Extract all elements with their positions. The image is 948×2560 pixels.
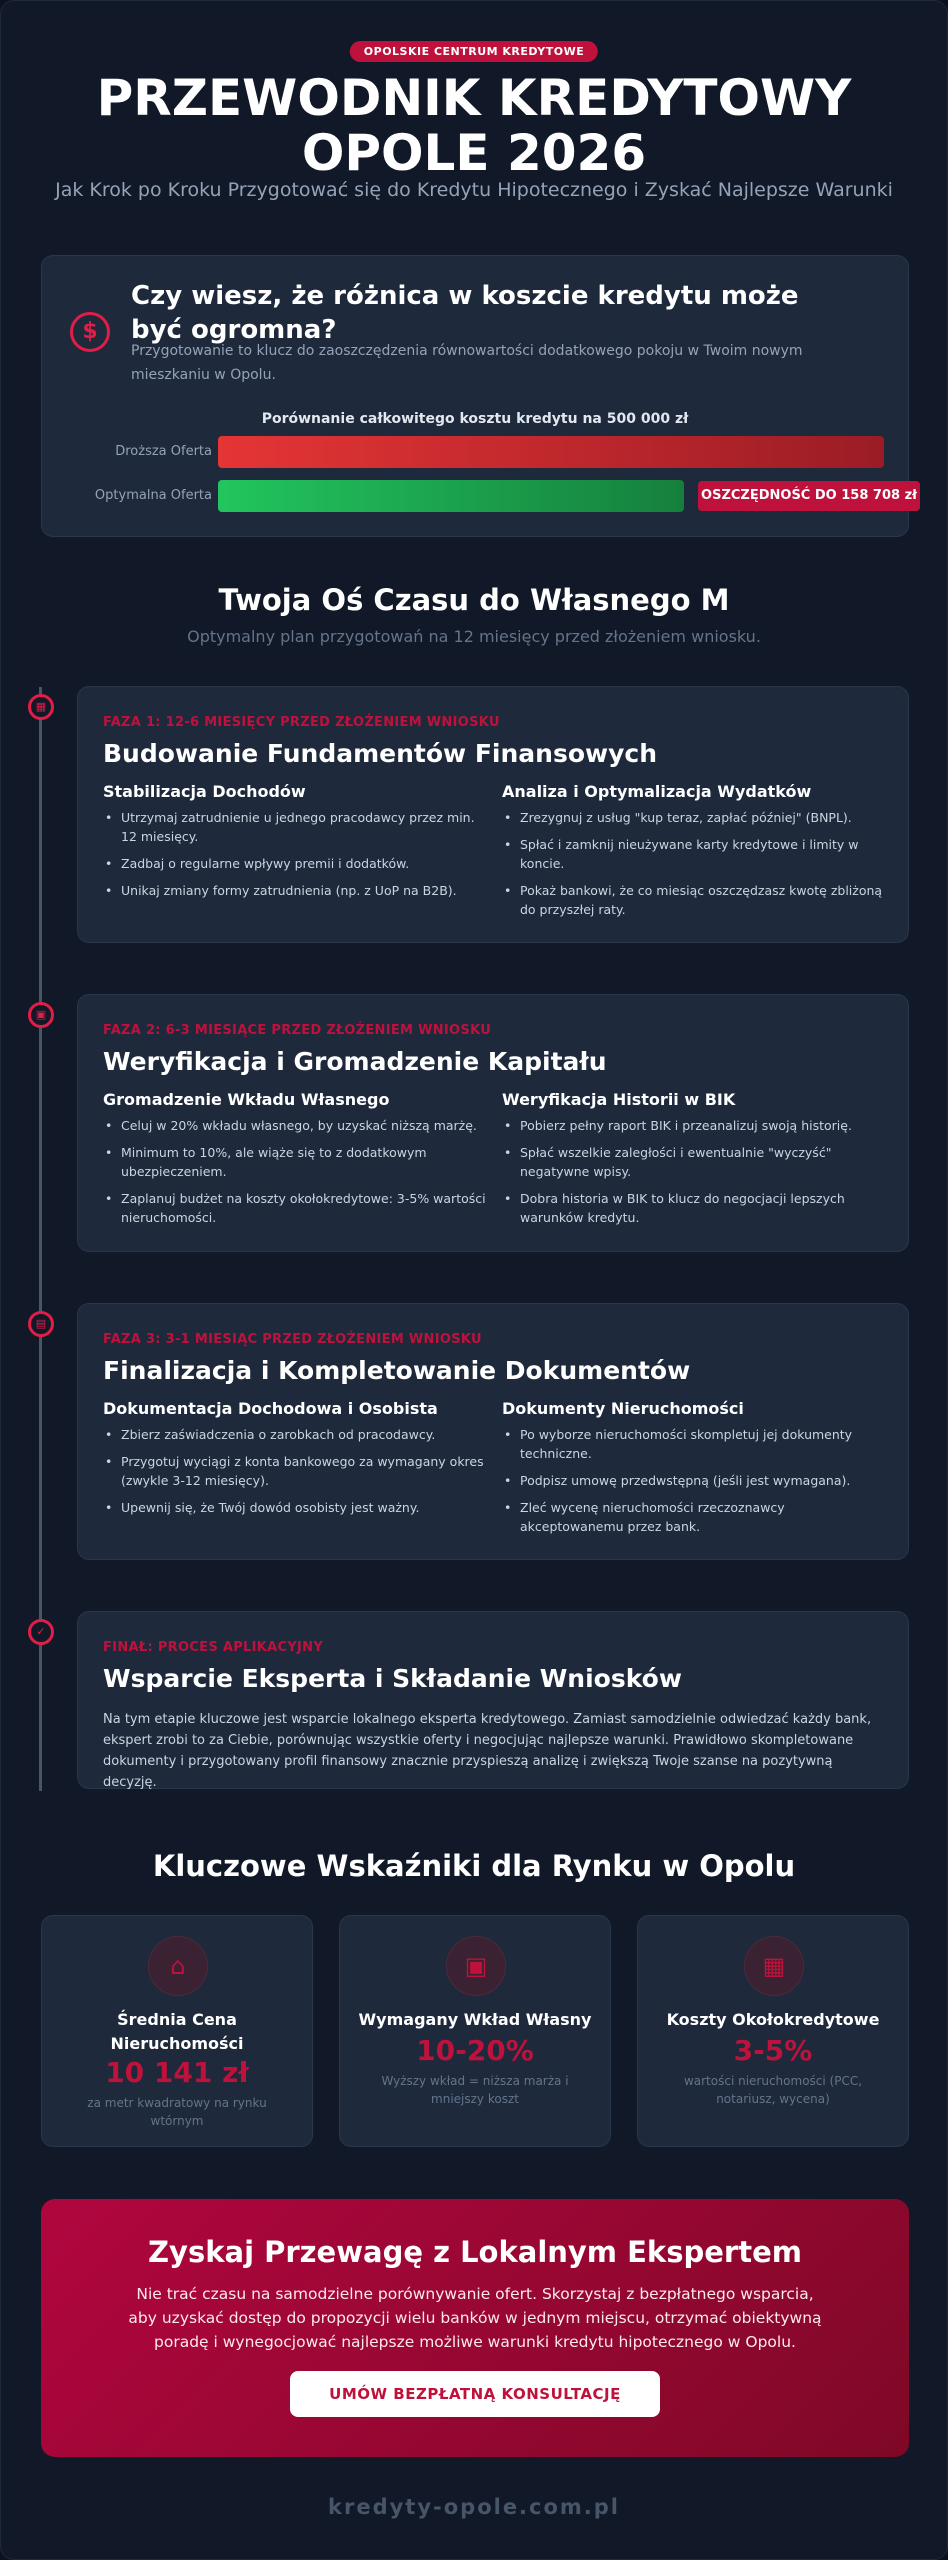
list-item: • Zbierz zaświadczenia o zarobkach od pracodawcy. (103, 1425, 488, 1444)
timeline-subtitle: Optymalny plan przygotowań na 12 miesięcy przed złożeniem wniosku. (187, 627, 761, 646)
wallet-icon: ▣ (446, 1936, 506, 1996)
stat-note: za metr kwadratowy na rynku wtórnym (87, 2096, 267, 2128)
stat-title: Średnia Cena Nieruchomości (110, 2010, 244, 2053)
expensive-offer-label: Droższa Oferta (115, 444, 212, 459)
phase-1-left-column (103, 782, 488, 908)
final-phase-card (77, 1611, 909, 1789)
phase-2-right-column (502, 1090, 887, 1235)
cta-title: Zyskaj Przewagę z Lokalnym Ekspertem (148, 2235, 802, 2269)
list-item: • Zaplanuj budżet na koszty okołokredytowe: 3-5% wartości nieruchomości. (103, 1189, 488, 1227)
stat-title: Wymagany Wkład Własny (358, 2010, 592, 2029)
stat-note: Wyższy wkład = niższa marża i mniejszy koszt (381, 2074, 569, 2106)
list-item: • Unikaj zmiany formy zatrudnienia (np. z UoP na B2B). (103, 881, 488, 900)
phase-2-tag: FAZA 2: 6-3 MIESIĄCE PRZED ZŁOŻENIEM WNIOSKU (103, 1023, 492, 1038)
phase-1-right-heading: Analiza i Optymalizacja Wydatków (502, 782, 812, 801)
intro-question: Czy wiesz, że różnica w koszcie kredytu może być ogromna? (131, 281, 799, 345)
consultation-button[interactable]: UMÓW BEZPŁATNĄ KONSULTACJĘ (290, 2371, 660, 2417)
list-item: • Zrezygnuj z usług "kup teraz, zapłać później" (BNPL). (502, 808, 887, 827)
phase-1-right-column (502, 782, 887, 927)
stat-card-price (41, 1915, 313, 2147)
footer-url[interactable]: kredyty-opole.com.pl (328, 2495, 620, 2519)
intro-card (41, 255, 917, 537)
comparison-title: Porównanie całkowitego kosztu kredytu na 500 000 zł (261, 411, 689, 427)
list-item: • Podpisz umowę przedwstępną (jeśli jest wymagana). (502, 1471, 887, 1490)
phase-3-right-column (502, 1399, 887, 1544)
phase-1-left-heading: Stabilizacja Dochodów (103, 782, 306, 801)
phase-2-left-column (103, 1090, 488, 1235)
stat-value: 10-20% (416, 2034, 534, 2067)
phase-2-right-heading: Weryfikacja Historii w BIK (502, 1090, 736, 1109)
phase-3-tag: FAZA 3: 3-1 MIESIĄC PRZED ZŁOŻENIEM WNIOSKU (103, 1332, 482, 1347)
list-item: • Minimum to 10%, ale wiąże się to z dodatkowym ubezpieczeniem. (103, 1143, 488, 1181)
phase-3-card (77, 1303, 909, 1560)
title-line-2: OPOLE 2026 (301, 124, 647, 182)
list-item: • Dobra historia w BIK to klucz do negocjacji lepszych warunków kredytu. (502, 1189, 887, 1227)
phase-3-left-column (103, 1399, 488, 1525)
phase-2-title: Weryfikacja i Gromadzenie Kapitału (103, 1047, 607, 1076)
stat-card-extra-costs (637, 1915, 909, 2147)
check-badge-icon: ✓ (28, 1619, 54, 1645)
header-badge: OPOLSKIE CENTRUM KREDYTOWE (350, 41, 598, 62)
calculator-icon: ▦ (744, 1936, 804, 1996)
expensive-offer-bar (218, 436, 884, 468)
title-line-1: PRZEWODNIK KREDYTOWY (96, 69, 852, 127)
optimal-offer-label: Optymalna Oferta (94, 488, 212, 503)
phase-1-title: Budowanie Fundamentów Finansowych (103, 739, 658, 768)
phase-3-title: Finalizacja i Kompletowanie Dokumentów (103, 1356, 691, 1385)
phase-2-card (77, 994, 909, 1252)
dollar-icon: $ (70, 312, 110, 352)
final-phase-text: Na tym etapie kluczowe jest wsparcie lokalnego eksperta kredytowego. Zamiast samodzielnie odwiedzać każdy bank, ekspert zrobi to za Ciebie, porównując wszystkie oferty i negocjując najlepsze warunki. Prawidłowo skompletowane dokumenty i przygotowany profil finansowy znacznie przyspieszą analizę i zwiększą Twoje szanse na pozytywną decyzję. (103, 1712, 872, 1790)
list-item: • Zadbaj o regularne wpływy premii i dodatków. (103, 854, 488, 873)
list-item: • Spłać wszelkie zaległości i ewentualnie "wyczyść" negatywne wpisy. (502, 1143, 887, 1181)
page-subtitle: Jak Krok po Kroku Przygotować się do Kredytu Hipotecznego i Zyskać Najlepsze Warunki (55, 179, 893, 201)
final-phase-title: Wsparcie Eksperta i Składanie Wniosków (103, 1664, 682, 1693)
stat-note: wartości nieruchomości (PCC, notariusz, wycena) (683, 2074, 863, 2106)
stat-title: Koszty Okołokredytowe (666, 2010, 880, 2029)
cta-text: Nie trać czasu na samodzielne porównywanie ofert. Skorzystaj z bezpłatnego wsparcia, aby uzyskać dostęp do propozycji wielu banków w jednym miejscu, otrzymać obiektywną poradę i wynegocjować najlepsze możliwe warunki kredytu hipotecznego w Opolu. (128, 2285, 822, 2351)
list-item: • Pokaż bankowi, że co miesiąc oszczędzasz kwotę zbliżoną do przyszłej raty. (502, 881, 887, 919)
list-item: • Spłać i zamknij nieużywane karty kredytowe i limity w koncie. (502, 835, 887, 873)
stat-value: 3-5% (733, 2034, 813, 2067)
phase-3-right-heading: Dokumenty Nieruchomości (502, 1399, 744, 1418)
list-item: • Po wyborze nieruchomości skompletuj jej dokumenty techniczne. (502, 1425, 887, 1463)
calendar-icon: ▦ (28, 694, 54, 720)
timeline-title: Twoja Oś Czasu do Własnego M (218, 583, 730, 617)
phase-3-left-heading: Dokumentacja Dochodowa i Osobista (103, 1399, 438, 1418)
cta-section (41, 2199, 909, 2457)
intro-text: Przygotowanie to klucz do zaoszczędzenia równowartości dodatkowego pokoju w Twoim nowym mieszkaniu w Opolu. (131, 343, 803, 383)
list-item: • Pobierz pełny raport BIK i przeanalizuj swoją historię. (502, 1116, 887, 1135)
final-phase-tag: FINAŁ: PROCES APLIKACYJNY (103, 1640, 324, 1655)
list-item: • Utrzymaj zatrudnienie u jednego pracodawcy przez min. 12 miesięcy. (103, 808, 488, 846)
page-title (1, 71, 947, 181)
stat-card-down-payment (339, 1915, 611, 2147)
stats-title: Kluczowe Wskaźniki dla Rynku w Opolu (152, 1849, 796, 1883)
savings-badge: OSZCZĘDNOŚĆ DO 158 708 zł (698, 481, 920, 511)
phase-2-left-heading: Gromadzenie Wkładu Własnego (103, 1090, 390, 1109)
wallet-icon: ▣ (28, 1002, 54, 1028)
list-item: • Zleć wycenę nieruchomości rzeczoznawcy akceptowanemu przez bank. (502, 1498, 887, 1536)
stat-value: 10 141 zł (105, 2056, 249, 2089)
list-item: • Upewnij się, że Twój dowód osobisty jest ważny. (103, 1498, 488, 1517)
phase-1-card (77, 686, 909, 943)
house-icon: ⌂ (148, 1936, 208, 1996)
list-item: • Celuj w 20% wkładu własnego, by uzyskać niższą marżę. (103, 1116, 488, 1135)
phase-1-tag: FAZA 1: 12-6 MIESIĘCY PRZED ZŁOŻENIEM WNIOSKU (103, 715, 500, 730)
optimal-offer-bar (218, 480, 684, 512)
document-icon: ▤ (28, 1311, 54, 1337)
list-item: • Przygotuj wyciągi z konta bankowego za wymagany okres (zwykle 3-12 miesięcy). (103, 1452, 488, 1490)
